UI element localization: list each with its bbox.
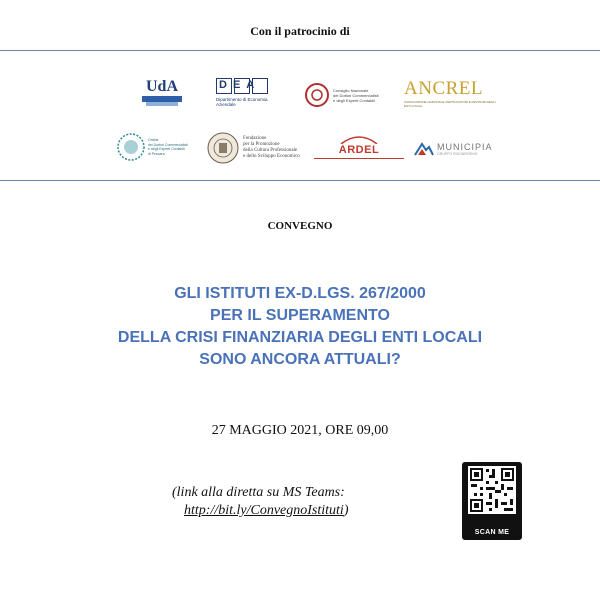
- ardel-logo-text: ARDEL: [338, 144, 380, 156]
- live-link-block: [172, 484, 422, 520]
- fondazione-line2: per la Promozione: [243, 142, 280, 147]
- qr-scan-label: SCAN ME: [474, 529, 510, 536]
- cndcec-logo: [304, 80, 394, 110]
- event-title: [0, 283, 600, 371]
- odcec-pescara-logo: [116, 132, 200, 162]
- dea-subtitle: Dipartimento di Economia Aziendale: [216, 97, 268, 107]
- top-divider: [0, 50, 600, 51]
- qr-code-icon: [468, 466, 516, 514]
- ardel-arc-icon: [339, 134, 379, 144]
- event-date: 27 MAGGIO 2021, ORE 09,00: [211, 423, 389, 438]
- municipia-logo: [414, 136, 506, 162]
- event-title-line: PER IL SUPERAMENTO: [210, 307, 390, 324]
- dea-logo-text: DEA: [219, 79, 261, 91]
- ardel-logo: [312, 134, 406, 164]
- fondazione-seal-icon: [206, 131, 240, 165]
- cndcec-line1: Consiglio Nazionale: [333, 87, 369, 93]
- odcec-line2: dei Dottori Commercialisti: [148, 142, 188, 147]
- uda-logo: [138, 72, 186, 112]
- qr-code[interactable]: [462, 462, 522, 540]
- cndcec-line2: dei Dottori Commercialisti: [333, 92, 379, 98]
- live-link-close: ): [343, 503, 349, 518]
- ancrel-subtitle: ASSOCIAZIONE NAZIONALE CERTIFICATORI E REVISORI DEGLI ENTI LOCALI: [404, 100, 496, 108]
- event-title-line: GLI ISTITUTI EX-D.LGS. 267/2000: [174, 285, 426, 302]
- event-title-line: DELLA CRISI FINANZIARIA DEGLI ENTI LOCALI: [117, 329, 483, 346]
- municipia-subtitle: GRUPPO ENGINEERING: [437, 151, 478, 156]
- ancrel-logo-text: ANCREL: [404, 78, 483, 99]
- odcec-line3: e degli Esperti Contabili: [148, 147, 185, 151]
- municipia-mountain-icon: [414, 141, 434, 157]
- odcec-emblem-icon: [116, 132, 146, 162]
- odcec-line1: Ordine: [148, 138, 159, 142]
- fondazione-line4: e dello Sviluppo Economico: [243, 154, 300, 159]
- patronage-label: Con il patrocinio di: [250, 24, 350, 38]
- fondazione-line3: della Cultura Professionale: [243, 148, 298, 153]
- event-type: CONVEGNO: [267, 220, 333, 232]
- dea-logo: [216, 78, 276, 112]
- bottom-divider: [0, 180, 600, 181]
- ancrel-logo: [404, 78, 496, 108]
- municipia-logo-text: MUNICIPIA: [437, 141, 493, 152]
- live-link-url[interactable]: http://bit.ly/ConvegnoIstituti: [184, 503, 344, 518]
- odcec-line4: di Pescara: [148, 151, 165, 156]
- cndcec-emblem-icon: [304, 82, 330, 108]
- event-title-line: SONO ANCORA ATTUALI?: [199, 351, 401, 368]
- cndcec-line3: e degli Esperti Contabili: [333, 97, 376, 103]
- fondazione-logo: [206, 130, 316, 166]
- live-link-label: (link alla diretta su MS Teams:: [172, 485, 345, 500]
- uda-logo-text: UdA: [145, 78, 179, 95]
- fondazione-line1: Fondazione: [243, 136, 267, 141]
